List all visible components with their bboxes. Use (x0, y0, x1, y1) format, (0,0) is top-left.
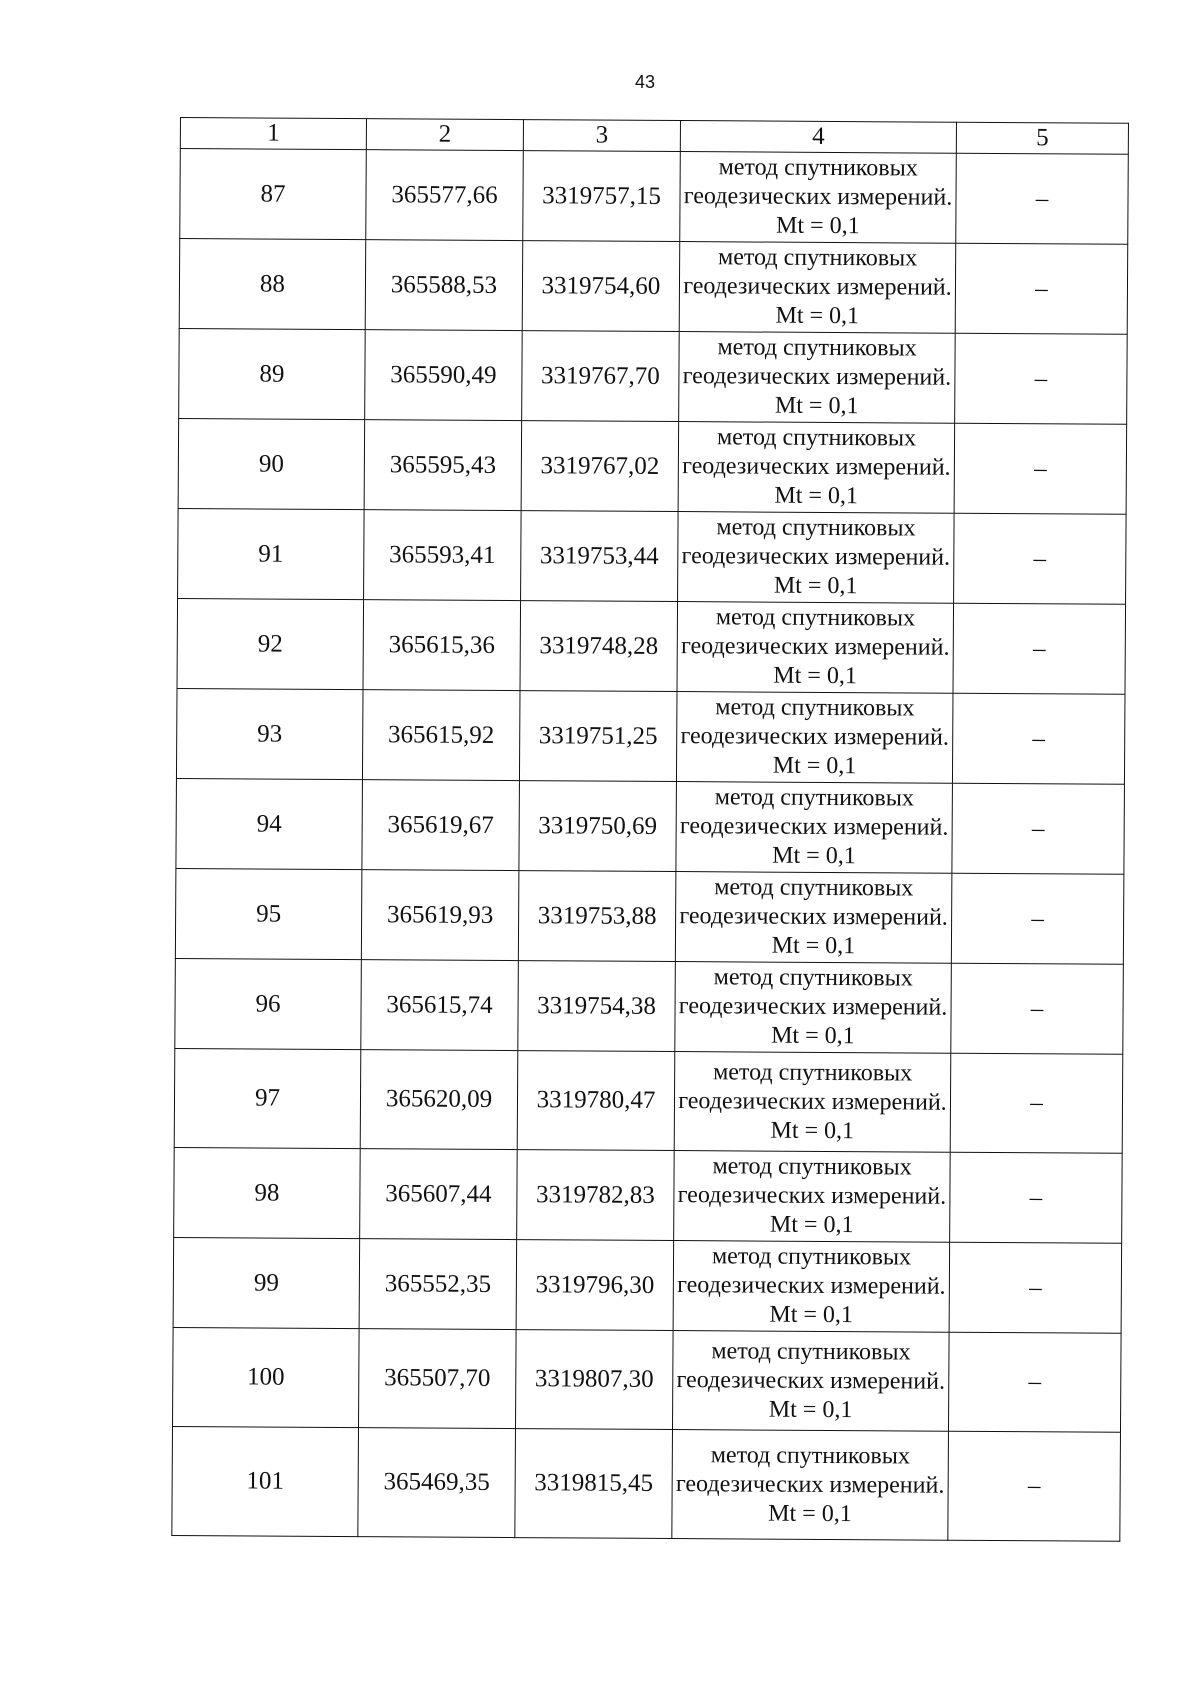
x-coordinate-cell: 365620,09 (360, 1050, 518, 1150)
table-row (178, 418, 1127, 514)
point-number-cell: 88 (179, 239, 366, 330)
column-header-4: 4 (680, 121, 956, 154)
y-coordinate-cell: 3319753,88 (518, 871, 676, 962)
note-cell: – (954, 423, 1127, 514)
point-number-cell: 90 (178, 418, 365, 509)
y-coordinate-cell: 3319782,83 (517, 1150, 675, 1241)
table-row (179, 328, 1128, 424)
table-row (174, 1147, 1123, 1243)
method-cell: метод спутниковых геодезических измерений. Mt = 0,1 (674, 1052, 951, 1153)
column-header-1: 1 (180, 118, 366, 150)
y-coordinate-cell: 3319767,02 (521, 421, 679, 512)
column-header-5: 5 (956, 122, 1128, 154)
note-cell: – (948, 1431, 1121, 1541)
x-coordinate-cell: 365469,35 (358, 1428, 516, 1538)
note-cell: – (950, 1152, 1123, 1243)
point-number-cell: 92 (177, 598, 364, 689)
y-coordinate-cell: 3319750,69 (519, 781, 677, 872)
method-cell: метод спутниковых геодезических измерений. Mt = 0,1 (678, 512, 955, 604)
y-coordinate-cell: 3319748,28 (520, 601, 678, 692)
method-cell: метод спутниковых геодезических измерений. Mt = 0,1 (672, 1430, 949, 1541)
x-coordinate-cell: 365615,92 (362, 690, 520, 781)
table-row (178, 508, 1127, 604)
method-cell: метод спутниковых геодезических измерений. Mt = 0,1 (679, 332, 956, 424)
note-cell: – (949, 1242, 1122, 1333)
column-header-3: 3 (523, 120, 680, 152)
x-coordinate-cell: 365588,53 (365, 240, 523, 331)
method-cell: метод спутниковых геодезических измерений. Mt = 0,1 (679, 242, 956, 334)
x-coordinate-cell: 365615,74 (361, 960, 519, 1051)
point-number-cell: 95 (175, 868, 362, 959)
y-coordinate-cell: 3319754,38 (518, 961, 676, 1052)
x-coordinate-cell: 365577,66 (366, 150, 524, 241)
note-cell: – (951, 963, 1124, 1054)
method-cell: метод спутниковых геодезических измерений. Mt = 0,1 (678, 422, 955, 514)
column-header-2: 2 (366, 119, 523, 151)
method-cell: метод спутниковых геодезических измерений. Mt = 0,1 (674, 1151, 951, 1243)
x-coordinate-cell: 365607,44 (360, 1149, 518, 1240)
y-coordinate-cell: 3319754,60 (522, 241, 680, 332)
x-coordinate-cell: 365615,36 (363, 600, 521, 691)
y-coordinate-cell: 3319796,30 (516, 1240, 674, 1331)
point-number-cell: 89 (179, 328, 366, 419)
y-coordinate-cell: 3319751,25 (519, 691, 677, 782)
method-cell: метод спутниковых геодезических измерений. Mt = 0,1 (673, 1241, 950, 1333)
note-cell: – (952, 783, 1125, 874)
page-number: 43 (634, 72, 656, 92)
point-number-cell: 91 (178, 508, 365, 599)
y-coordinate-cell: 3319780,47 (517, 1051, 675, 1151)
table-row (175, 958, 1124, 1054)
point-number-cell: 87 (180, 149, 367, 240)
x-coordinate-cell: 365593,41 (364, 510, 522, 601)
note-cell: – (953, 603, 1126, 694)
table-row (174, 1048, 1123, 1153)
method-cell: метод спутниковых геодезических измерений. Mt = 0,1 (675, 962, 952, 1054)
point-number-cell: 100 (173, 1327, 360, 1427)
x-coordinate-cell: 365552,35 (359, 1239, 517, 1330)
table-row (176, 778, 1125, 874)
note-cell: – (956, 153, 1129, 244)
method-cell: метод спутниковых геодезических измерений. Mt = 0,1 (676, 692, 953, 784)
point-number-cell: 93 (176, 688, 363, 779)
x-coordinate-cell: 365595,43 (364, 420, 522, 511)
method-cell: метод спутниковых геодезических измерений. Mt = 0,1 (680, 152, 957, 244)
y-coordinate-cell: 3319753,44 (521, 511, 679, 602)
point-number-cell: 99 (173, 1237, 360, 1328)
note-cell: – (951, 873, 1124, 964)
table-row (177, 598, 1126, 694)
x-coordinate-cell: 365590,49 (365, 330, 523, 421)
x-coordinate-cell: 365619,93 (361, 870, 519, 961)
point-number-cell: 96 (175, 958, 362, 1049)
table-row (179, 239, 1128, 335)
table-row (172, 1426, 1121, 1541)
table-row (176, 688, 1125, 784)
point-number-cell: 101 (172, 1426, 359, 1536)
table-row (173, 1237, 1122, 1333)
note-cell: – (948, 1332, 1121, 1432)
x-coordinate-cell: 365507,70 (358, 1329, 516, 1429)
x-coordinate-cell: 365619,67 (362, 780, 520, 871)
note-cell: – (955, 333, 1128, 424)
y-coordinate-cell: 3319807,30 (515, 1330, 673, 1430)
point-number-cell: 97 (174, 1048, 361, 1148)
y-coordinate-cell: 3319815,45 (515, 1429, 673, 1539)
method-cell: метод спутниковых геодезических измерений. Mt = 0,1 (672, 1331, 949, 1432)
method-cell: метод спутниковых геодезических измерений. Mt = 0,1 (675, 872, 952, 964)
note-cell: – (950, 1053, 1123, 1153)
note-cell: – (955, 243, 1128, 334)
y-coordinate-cell: 3319767,70 (522, 331, 680, 422)
method-cell: метод спутниковых геодезических измерений. Mt = 0,1 (676, 782, 953, 874)
point-number-cell: 98 (174, 1147, 361, 1238)
note-cell: – (952, 693, 1125, 784)
table-row (173, 1327, 1122, 1432)
table-row (180, 149, 1129, 245)
table-row (175, 868, 1124, 964)
note-cell: – (954, 513, 1127, 604)
coordinates-table (171, 117, 1129, 1542)
method-cell: метод спутниковых геодезических измерений. Mt = 0,1 (677, 602, 954, 694)
y-coordinate-cell: 3319757,15 (523, 151, 681, 242)
point-number-cell: 94 (176, 778, 363, 869)
